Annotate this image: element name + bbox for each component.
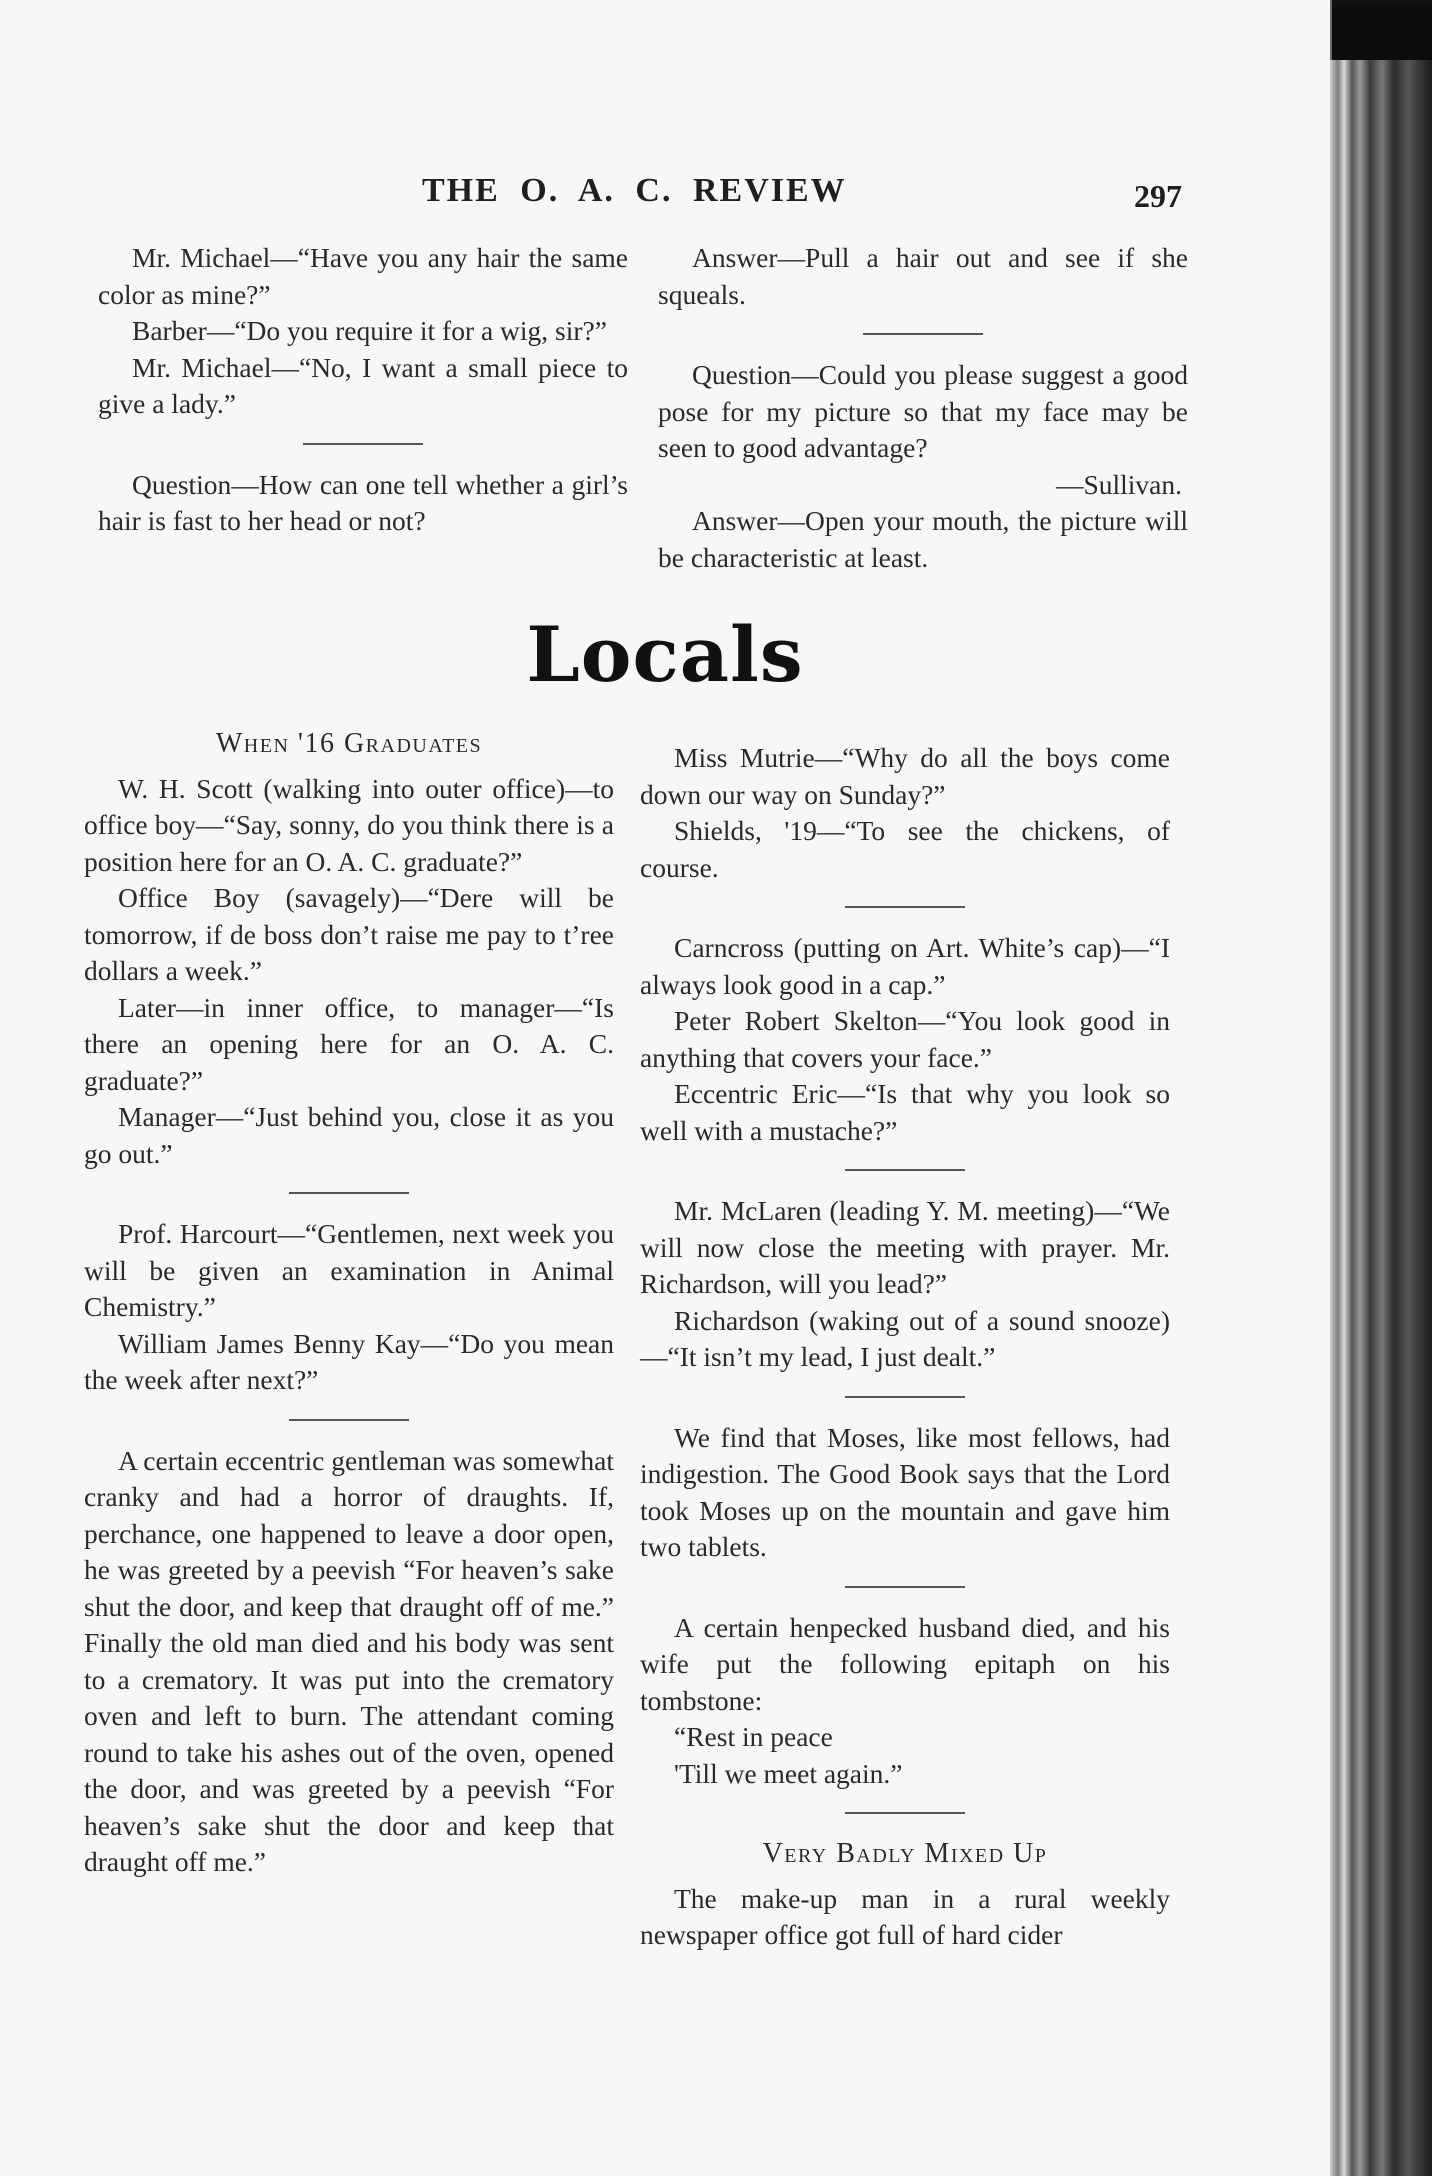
paragraph: Mr. Michael—“No, I want a small piece to give a lady.” [98,351,628,419]
paragraph: Carncross (putting on Art. White’s cap)—“I always look good in a cap.” [640,932,1170,1000]
top-left-column [98,240,628,540]
paragraph: Office Boy (savagely)—“Dere will be tomorrow, if de boss don’t raise me pay to t’ree dollars a week.” [84,882,614,986]
running-header [0,172,1330,222]
paragraph: Mr. McLaren (leading Y. M. meeting)—“We will now close the meeting with prayer. Mr. Richardson, will you lead?” [640,1195,1170,1299]
paragraph: W. H. Scott (walking into outer office)—to office boy—“Say, sonny, do you think there is a position here for an O. A. C. graduate?” [84,772,614,877]
paragraph: Later—in inner office, to manager—“Is there an opening here for an O. A. C. graduate?” [84,991,614,1096]
divider [845,1169,965,1171]
paragraph: Prof. Harcourt—“Gentlemen, next week you will be given an examination in Animal Chemistry.” [84,1218,614,1322]
paragraph: Peter Robert Skelton—“You look good in anything that covers your face.” [640,1005,1170,1073]
divider [845,1396,965,1398]
paragraph: Richardson (waking out of a sound snooze)—“It isn’t my lead, I just dealt.” [640,1304,1170,1372]
paragraph: Manager—“Just behind you, close it as you go out.” [84,1101,614,1169]
paragraph: A certain eccentric gentleman was somewhat cranky and had a horror of draughts. If, perchance, one happened to leave a door open, he was greeted by a peevish “For heaven’s sake shut the door, and keep that draught off of me.” Finally the old man died and his body was sent to a crematory. It was put into the crematory oven and left to burn. The attendant coming round to take his ashes out of the oven, opened the door, and was greeted by a peevish “For heaven’s sake shut the door and keep that draught off me.” [84,1444,614,1877]
divider [845,1812,965,1814]
top-right-column [658,240,1188,576]
paragraph: Answer—Open your mouth, the picture will be characteristic at least. [658,505,1188,573]
divider [303,443,423,445]
section-title: Locals [526,610,804,699]
left-column [84,722,614,1881]
paragraph: Miss Mutrie—“Why do all the boys come down our way on Sunday?” [640,742,1170,810]
right-column [640,740,1170,1954]
attribution: —Sullivan. [1055,468,1182,500]
subheading: When '16 Graduates [215,728,483,759]
divider [289,1192,409,1194]
paragraph: We find that Moses, like most fellows, had indigestion. The Good Book says that the Lord took Moses up on the mountain and gave him two tablets. [640,1421,1170,1562]
page-number: 297 [1134,178,1182,214]
paragraph: Answer—Pull a hair out and see if she squeals. [658,242,1188,310]
paragraph: Shields, '19—“To see the chickens, of course. [640,815,1170,883]
journal-title: THE O. A. C. REVIEW [422,172,847,209]
paragraph: Eccentric Eric—“Is that why you look so well with a mustache?” [640,1078,1170,1146]
paragraph: Question—Could you please suggest a good pose for my picture so that my face may be seen to good advantage? [658,359,1188,463]
paragraph: Barber—“Do you require it for a wig, sir?” [132,315,607,346]
subheading: Very Badly Mixed Up [762,1838,1048,1869]
divider [845,1586,965,1588]
paragraph: The make-up man in a rural weekly newspaper office got full of hard cider [640,1882,1170,1950]
divider [289,1419,409,1421]
paragraph: A certain henpecked husband died, and his wife put the following epitaph on his tombstone: [640,1611,1170,1716]
divider [863,333,983,335]
paragraph: Question—How can one tell whether a girl’s hair is fast to her head or not? [98,468,628,536]
divider [845,906,965,908]
epitaph-line: “Rest in peace [674,1721,833,1752]
epitaph-line: 'Till we meet again.” [674,1757,903,1789]
book-spine [1330,60,1432,2176]
paragraph: William James Benny Kay—“Do you mean the week after next?” [84,1327,614,1395]
paragraph: Mr. Michael—“Have you any hair the same color as mine?” [98,242,628,310]
